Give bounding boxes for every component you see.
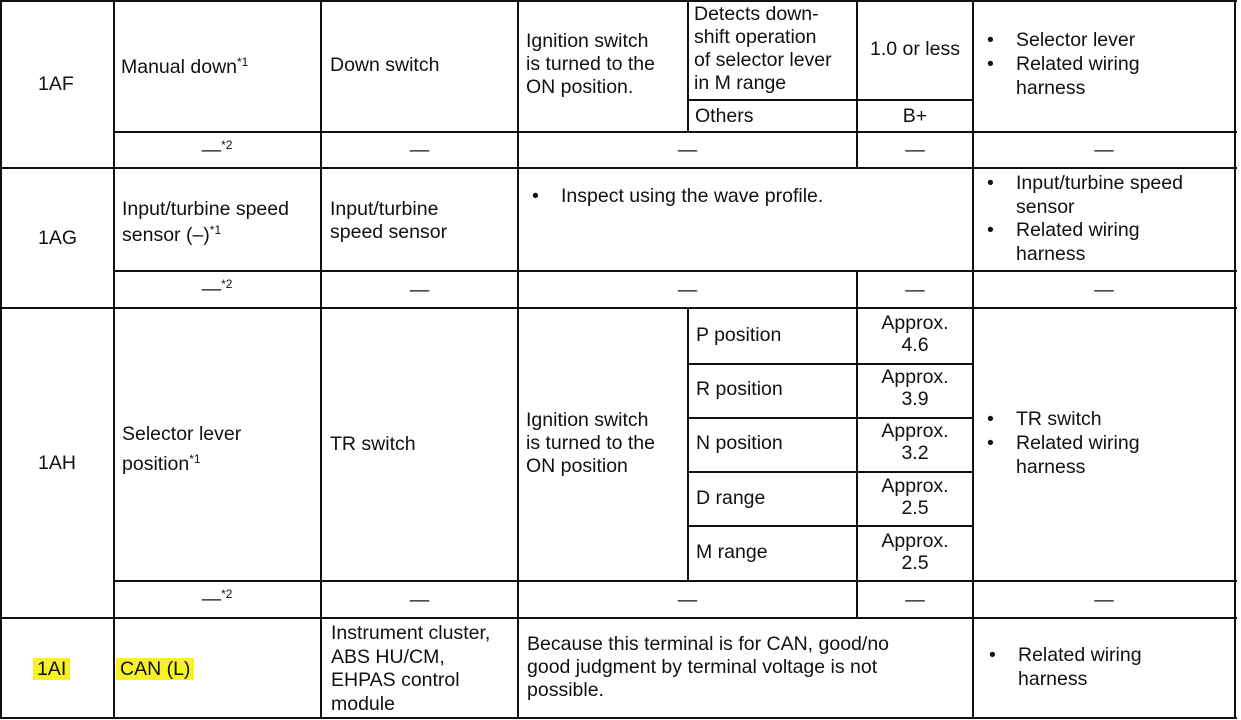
sub-condition-line: of selector lever (694, 49, 832, 71)
note-mark: *1 (209, 223, 222, 237)
voltage-line: Approx. (881, 366, 949, 388)
dash: — (201, 278, 222, 300)
connected-to (330, 198, 447, 244)
dash: — (905, 589, 925, 611)
signal-name-line (122, 222, 289, 248)
signal-name (116, 658, 194, 681)
inspection-item-line: Input/turbine speed (1016, 172, 1183, 194)
voltage-line: 4.6 (901, 334, 929, 356)
rule-1ah-n (688, 471, 974, 473)
sub-condition-line: Detects down- (694, 3, 819, 25)
signal-name-text: Manual down (121, 56, 237, 78)
signal-name-text: sensor (–) (122, 224, 210, 246)
condition-line: ON position (526, 455, 628, 477)
voltage-value: 1.0 or less (870, 38, 960, 60)
rule-right (1234, 0, 1236, 719)
inspection-item-text (1016, 172, 1183, 219)
voltage-value (858, 312, 972, 356)
inspection-item-text: Selector lever (1016, 29, 1136, 51)
connected-to-line: module (331, 692, 395, 715)
inspection-item-line: harness (1018, 667, 1088, 690)
voltage-value (858, 475, 972, 519)
rule-1ah-r (688, 417, 974, 419)
bullet: • (987, 408, 994, 430)
condition-line: ON position. (526, 76, 634, 98)
condition-line: is turned to the (526, 432, 655, 454)
sub-signal-name (114, 588, 320, 611)
voltage-line: Approx. (881, 312, 949, 334)
signal-name-line: Selector lever (122, 423, 242, 445)
note-mark: *2 (221, 277, 233, 291)
connected-to-line: speed sensor (330, 221, 448, 243)
terminal-id: 1AG (38, 227, 78, 249)
rule-1ah-sub-top (114, 580, 1237, 582)
inspection-note-line: good judgment by terminal voltage is not (527, 656, 878, 678)
inspection-item-line: harness (1016, 242, 1086, 265)
dash: — (409, 279, 430, 301)
inspection-item-text (1016, 53, 1140, 100)
dash: — (1094, 279, 1114, 301)
note-mark: *2 (221, 587, 233, 601)
rule-1ag-bottom (0, 307, 1237, 309)
voltage-value (858, 530, 972, 574)
signal-name-line: Input/turbine speed (122, 198, 289, 220)
dash: — (905, 279, 925, 301)
condition-line: is turned to the (526, 53, 655, 75)
inspection-item-text: TR switch (1016, 408, 1102, 430)
note-mark: *1 (237, 55, 249, 69)
condition (526, 409, 655, 478)
rule-1ah-p (688, 363, 974, 365)
voltage-line: Approx. (881, 420, 949, 442)
condition (526, 30, 655, 99)
inspection-note-text: Inspect using the wave profile. (561, 185, 824, 207)
sub-signal-name (114, 278, 320, 301)
rule-col1 (113, 0, 115, 719)
sub-signal-name (114, 139, 320, 162)
voltage-value (858, 420, 972, 464)
dash: — (201, 588, 222, 610)
terminal-id (33, 658, 70, 681)
rule-1af-bottom (0, 167, 1237, 169)
connected-to: TR switch (330, 433, 416, 455)
sub-condition-label: R position (696, 378, 783, 400)
voltage-line: 3.2 (901, 442, 929, 464)
inspection-item-line: Related wiring (1016, 219, 1140, 241)
connected-to-line: ABS HU/CM, (331, 645, 445, 668)
sub-condition-line: shift operation (694, 26, 817, 48)
inspection-item-line: sensor (1016, 195, 1075, 218)
connected-to (331, 622, 490, 716)
signal-name (122, 419, 241, 479)
voltage-line: 2.5 (901, 497, 929, 519)
terminal-id: 1AF (38, 73, 74, 95)
rule-1ag-sub-top (114, 270, 1237, 272)
dash: — (1094, 589, 1114, 611)
connected-to-line: Input/turbine (330, 198, 439, 220)
terminal-id: 1AH (38, 452, 76, 474)
dash: — (677, 139, 698, 161)
dash: — (1094, 139, 1114, 161)
inspection-item-line: harness (1016, 76, 1086, 99)
inspection-item-text (1016, 432, 1140, 479)
voltage-value (858, 366, 972, 410)
connected-to-line: Instrument cluster, (331, 622, 491, 644)
dash: — (677, 589, 698, 611)
dash: — (201, 139, 222, 161)
dash: — (905, 139, 925, 161)
bullet: • (987, 432, 994, 454)
dash: — (409, 139, 430, 161)
inspection-note-line: Because this terminal is for CAN, good/no (527, 633, 890, 655)
inspection-item-line: Related wiring (1016, 432, 1140, 454)
rule-bottom (0, 717, 1237, 719)
inspection-note (527, 633, 889, 702)
rule-1af-others (688, 99, 974, 101)
rule-col4-1af (687, 0, 689, 132)
bullet: • (987, 219, 994, 241)
highlighted-signal-name: CAN (L) (116, 658, 194, 680)
bullet: • (532, 185, 539, 207)
signal-name-text: position (122, 453, 190, 475)
highlighted-terminal-id: 1AI (33, 658, 70, 680)
signal-name (122, 196, 289, 248)
dash: — (677, 279, 698, 301)
inspection-note-line: possible. (527, 679, 604, 701)
voltage-line: 2.5 (901, 552, 929, 574)
rule-top (0, 0, 1237, 2)
bullet: • (989, 644, 996, 666)
bullet: • (987, 29, 994, 51)
inspection-item-line: Related wiring (1016, 53, 1140, 75)
sub-condition-label: Others (695, 105, 754, 127)
inspection-item-text (1016, 219, 1140, 266)
signal-name-line (122, 449, 241, 479)
inspection-item-line: Related wiring (1018, 644, 1142, 666)
note-mark: *1 (189, 452, 201, 466)
inspection-item-line: harness (1016, 455, 1086, 478)
sub-condition-label: M range (696, 541, 768, 563)
inspection-item-text (1018, 644, 1142, 691)
sub-condition-label: P position (696, 324, 782, 346)
dash: — (409, 589, 430, 611)
voltage-line: Approx. (881, 530, 949, 552)
voltage-value: B+ (902, 105, 928, 127)
rule-1ah-d (688, 525, 974, 527)
connected-to-line: EHPAS control (331, 669, 460, 691)
rule-1af-sub-top (114, 131, 1237, 133)
bullet: • (987, 53, 994, 75)
connected-to: Down switch (330, 54, 440, 76)
voltage-line: 3.9 (901, 388, 929, 410)
note-mark: *2 (221, 138, 233, 152)
voltage-line: Approx. (881, 475, 949, 497)
signal-name (121, 56, 248, 79)
sub-condition-label: D range (696, 487, 766, 509)
rule-left (0, 0, 2, 719)
rule-col4-1ah (687, 307, 689, 582)
sub-condition-label (694, 3, 832, 95)
sub-condition-label: N position (696, 432, 783, 454)
condition-line: Ignition switch (526, 30, 649, 52)
bullet: • (987, 172, 994, 194)
sub-condition-line: in M range (694, 72, 787, 94)
rule-1ah-bottom (0, 617, 1237, 619)
condition-line: Ignition switch (526, 409, 649, 431)
